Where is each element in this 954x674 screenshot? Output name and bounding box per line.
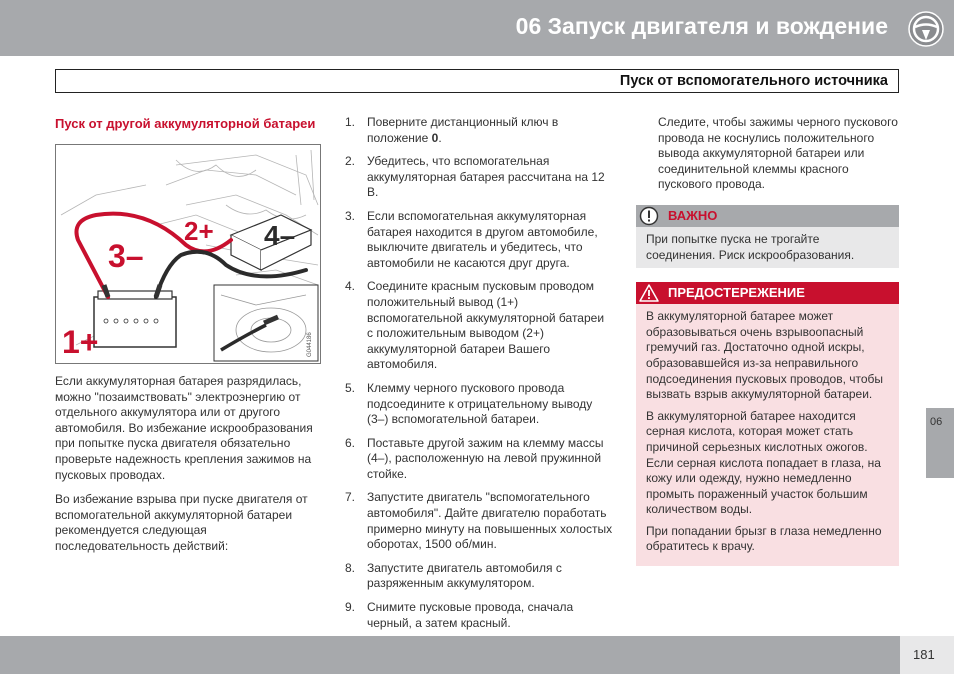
step-item: 1. Поверните дистанционный ключ в положение 0.: [345, 115, 559, 145]
step-item: 7. Запустите двигатель "вспомогательного автомобиля". Дайте двигателю поработать примерно минуту на повышенных холостых оборотах, 1500 об/мин.: [345, 490, 613, 552]
label-4-minus: 4–: [264, 220, 296, 251]
steps-column: [345, 115, 613, 639]
important-header: [636, 205, 899, 227]
important-label: ВАЖНО: [668, 208, 718, 224]
step-item: 2. Убедитесь, что вспомогательная аккумуляторная батарея рассчитана на 12 В.: [345, 154, 605, 200]
step-item: 6. Поставьте другой зажим на клемму массы (4–), расположенную на левой пружинной стойке.: [345, 435, 604, 481]
intro-paragraph-2: Во избежание взрыва при пуске двигателя от вспомогательной аккумуляторной батареи рекомендуется следующая последовательность действий:: [55, 492, 308, 553]
header-bar: [0, 0, 954, 56]
warning-label: ПРЕДОСТЕРЕЖЕНИЕ: [668, 285, 805, 301]
step-item: 5. Клемму черного пускового провода подсоедините к отрицательному выводу (3–) вспомогательной батареи.: [345, 380, 593, 427]
steps-list: [345, 115, 613, 631]
key-position-zero: 0: [431, 130, 439, 145]
chapter-side-tab: [926, 408, 954, 478]
subsection-heading: Пуск от другой аккумуляторной батареи: [55, 116, 316, 131]
jump-start-illustration: [55, 144, 321, 364]
important-box: [636, 205, 899, 268]
important-body: При попытке пуска не трогайте соединения. Риск искрообразования.: [636, 227, 899, 268]
intro-paragraph-1: Если аккумуляторная батарея разрядилась, можно "позаимствовать" электроэнергию от отдельного аккумулятора или от другого автомобиля. Во избежание искрообразования при попытке пуска двигателя обязательно проверьте надежность крепления зажимов на пусковых проводах.: [55, 374, 313, 482]
illustration-drawing: [56, 145, 320, 363]
steering-wheel-icon: [908, 11, 944, 47]
section-title-box: [55, 69, 899, 93]
label-1-plus: 1+: [62, 324, 99, 360]
warning-paragraph: При попадании брызг в глаза немедленно обратитесь к врачу.: [646, 523, 882, 554]
step-item: 3. Если вспомогательная аккумуляторная батарея находится в другом автомобиле, выключите двигатель и убедитесь, что автомобили не касаются друг друга.: [345, 208, 598, 270]
side-tab-label: 06: [930, 416, 943, 428]
warning-body: [636, 304, 899, 566]
step-item: 8. Запустите двигатель автомобиля с разряженным аккумулятором.: [345, 560, 562, 591]
label-3-minus: 3–: [108, 238, 144, 274]
step-item: 9. Снимите пусковые провода, сначала черный, а затем красный.: [345, 600, 574, 630]
right-intro-text: Следите, чтобы зажимы черного пускового провода не коснулись положительного вывода аккумуляторной батареи или соединительной клеммы красного пускового провода.: [658, 115, 898, 192]
label-2-plus: 2+: [184, 216, 214, 246]
figure-code: G044186: [307, 332, 313, 357]
warning-header: [636, 282, 899, 304]
step-item: 4. Соедините красным пусковым проводом положительный вывод (1+) вспомогательной аккумуляторной батареи с положительным выводом (2+) аккумуляторной батареи Вашего автомобиля.: [345, 279, 605, 372]
page-number: 181: [913, 647, 935, 662]
section-title: Пуск от вспомогательного источника: [619, 73, 888, 89]
footer-bar: [0, 636, 954, 674]
exclamation-circle-icon: [636, 205, 662, 227]
warning-paragraph: В аккумуляторной батарее может образовываться очень взрывоопасный гремучий газ. Достаточно одной искры, образовавшейся из-за неправильного подсоединения пусковых проводов, чтобы вызвать взрыв аккумуляторной батареи.: [646, 309, 884, 402]
chapter-title: 06 Запуск двигателя и вождение: [515, 13, 888, 39]
right-column: [636, 115, 899, 580]
warning-box: [636, 282, 899, 566]
page-number-box: [900, 636, 954, 674]
warning-triangle-icon: [636, 282, 662, 304]
warning-paragraph: В аккумуляторной батарее находится серная кислота, которая может стать причиной серьезных кислотных ожогов. Если серная кислота попадает в глаза, на кожу или одежду, нужно немедленно промыть пораженный участок большим количеством воды.: [646, 408, 881, 517]
left-column: [55, 116, 321, 564]
